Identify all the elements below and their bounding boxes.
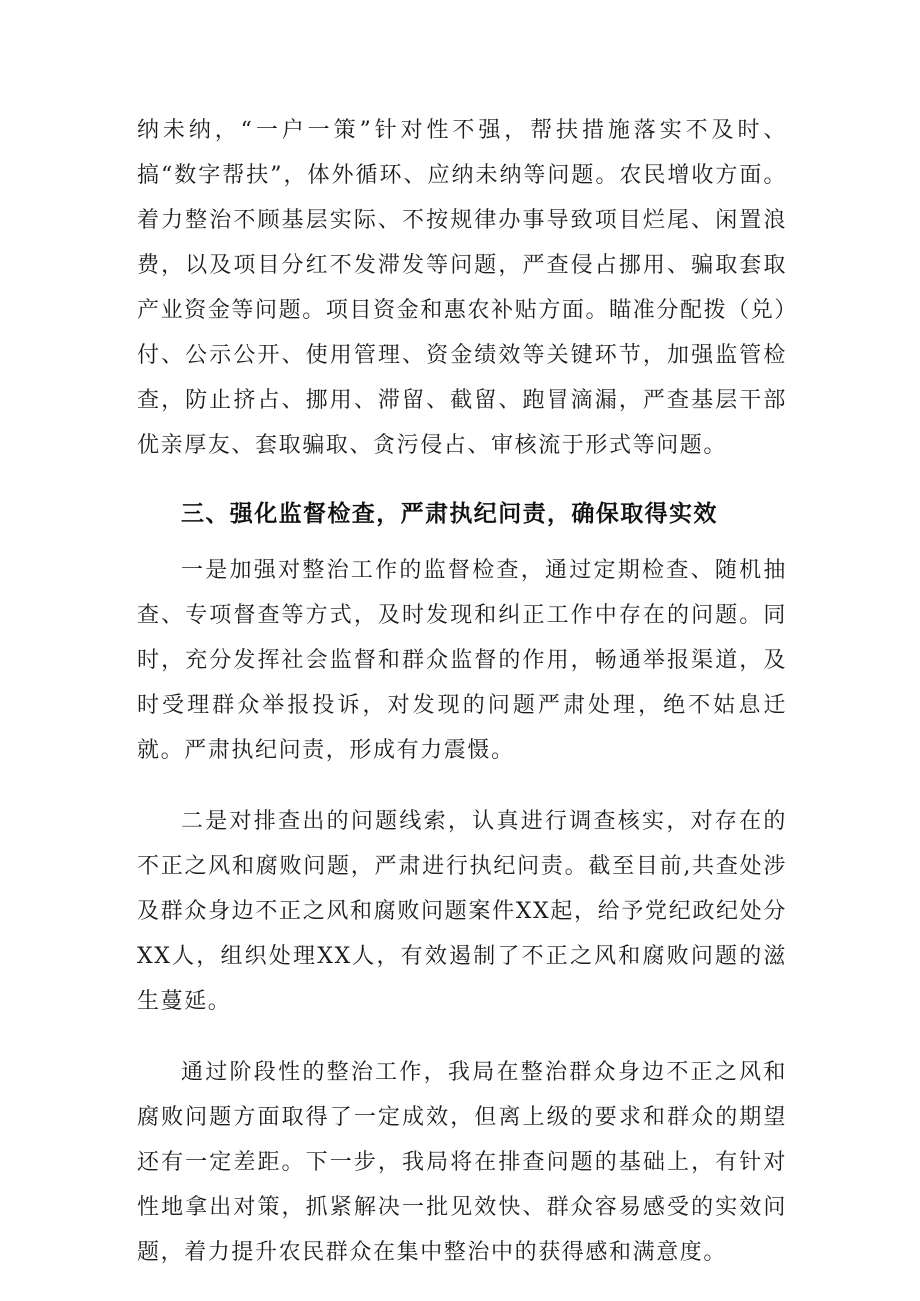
section-heading: 三、强化监督检查，严肃执纪问责，确保取得实效 bbox=[181, 501, 718, 527]
document-body bbox=[137, 108, 787, 1275]
paragraph-second: 二是对排查出的问题线索，认真进行调查核实，对存在的不正之风和腐败问题，严肃进行执纪问责。截至目前,共查处涉及群众身边不正之风和腐败问题案件XX起，给予党纪政纪处分XX人，组织处理XX人，有效遏制了不正之风和腐败问题的滋生蔓延。 bbox=[137, 809, 787, 1014]
paragraph-summary: 通过阶段性的整治工作，我局在整治群众身边不正之风和腐败问题方面取得了一定成效，但离上级的要求和群众的期望还有一定差距。下一步，我局将在排查问题的基础上，有针对性地拿出对策，抓紧解决一批见效快、群众容易感受的实效问题，着力提升农民群众在集中整治中的获得感和满意度。 bbox=[137, 1060, 787, 1265]
paragraph-first: 一是加强对整治工作的监督检查，通过定期检查、随机抽查、专项督查等方式，及时发现和纠正工作中存在的问题。同时，充分发挥社会监督和群众监督的作用，畅通举报渠道，及时受理群众举报投诉，对发现的问题严肃处理，绝不姑息迁就。严肃执纪问责，形成有力震慑。 bbox=[137, 558, 787, 763]
continuation-paragraph: 纳未纳，“一户一策”针对性不强，帮扶措施落实不及时、搞“数字帮扶”，体外循环、应纳未纳等问题。农民增收方面。着力整治不顾基层实际、不按规律办事导致项目烂尾、闲置浪费，以及项目分红不发滞发等问题，严查侵占挪用、骗取套取产业资金等问题。项目资金和惠农补贴方面。瞄准分配拨（兑）付、公示公开、使用管理、资金绩效等关键环节，加强监管检查，防止挤占、挪用、滞留、截留、跑冒滴漏，严查基层干部优亲厚友、套取骗取、贪污侵占、审核流于形式等问题。 bbox=[137, 118, 787, 458]
